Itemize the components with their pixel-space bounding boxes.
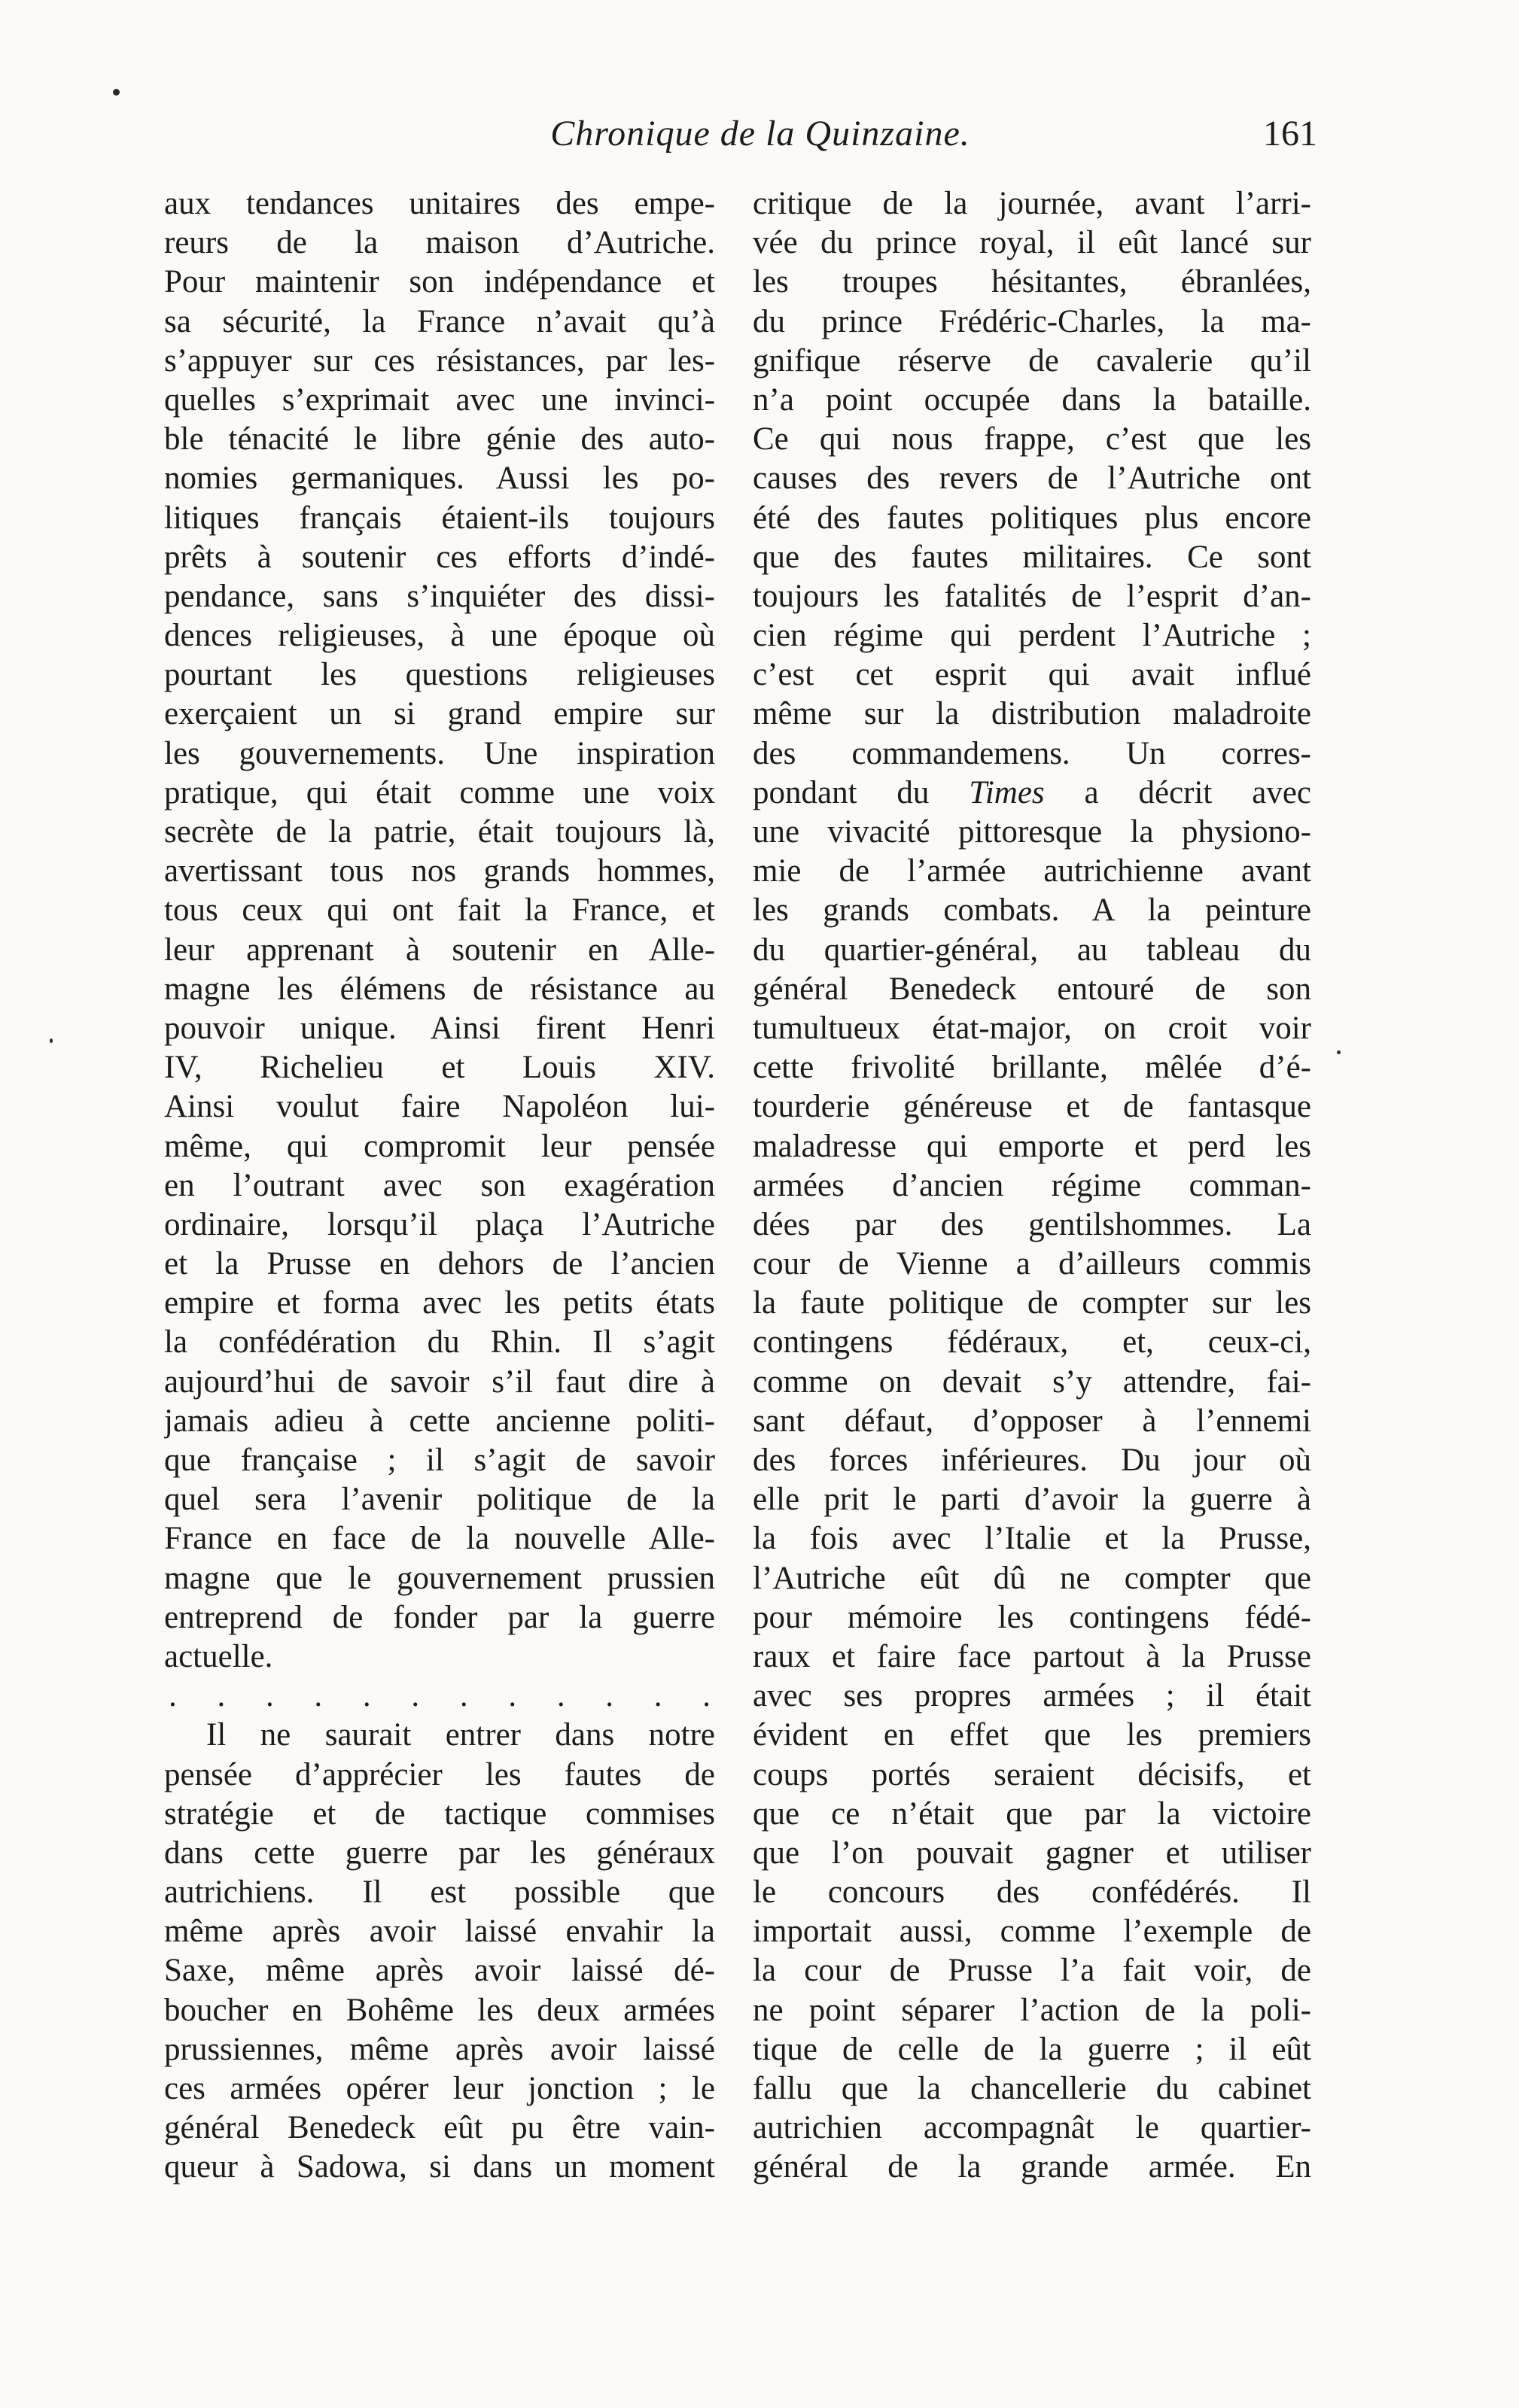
text-line: avec ses propres armées ; il était — [753, 1678, 1311, 1714]
text-line: coups portés seraient décisifs, et — [753, 1756, 1311, 1792]
text-line: vée du prince royal, il eût lancé sur — [753, 225, 1311, 261]
text-line: boucher en Bohême les deux armées — [164, 1992, 715, 2028]
paragraph-1 — [164, 184, 715, 1677]
text-line: aux tendances unitaires des empe- — [164, 186, 715, 221]
text-line: Il ne saurait entrer dans notre — [206, 1717, 715, 1753]
text-line: la fois avec l’Italie et la Prusse, — [753, 1521, 1311, 1557]
text-line: autrichiens. Il est possible que — [164, 1874, 715, 1911]
text-line: évident en effet que les premiers — [753, 1717, 1311, 1753]
text-line: tique de celle de la guerre ; il eût — [753, 2031, 1311, 2067]
text-line: entreprend de fonder par la guerre — [164, 1599, 715, 1635]
text-line: jamais adieu à cette ancienne politi- — [164, 1403, 715, 1439]
text-line: et la Prusse en dehors de l’ancien — [164, 1246, 715, 1282]
text-line: queur à Sadowa, si dans un moment — [164, 2149, 715, 2185]
text-line: cour de Vienne a d’ailleurs commis — [753, 1246, 1311, 1282]
text-line: tous ceux qui ont fait la France, et — [164, 892, 715, 929]
text-line: aujourd’hui de savoir s’il faut dire à — [164, 1364, 715, 1400]
text-line: la confédération du Rhin. Il s’agit — [164, 1324, 715, 1361]
text-line: du prince Frédéric-Charles, la ma- — [753, 303, 1311, 339]
text-line: c’est cet esprit qui avait influé — [753, 657, 1311, 693]
text-line: tourderie généreuse et de fantasque — [753, 1089, 1311, 1125]
text-line: ne point séparer l’action de la poli- — [753, 1992, 1311, 2028]
text-line: Ce qui nous frappe, c’est que les — [753, 421, 1311, 458]
text-line: la cour de Prusse l’a fait voir, de — [753, 1953, 1311, 1989]
text-line: actuelle. — [164, 1638, 273, 1674]
text-line: n’a point occupée dans la bataille. — [753, 382, 1311, 418]
text-line: France en face de la nouvelle Alle- — [164, 1521, 715, 1557]
text-line: que des fautes militaires. Ce sont — [753, 539, 1311, 575]
text-line: pensée d’apprécier les fautes de — [164, 1756, 715, 1792]
text-line: Saxe, même après avoir laissé dé- — [164, 1953, 715, 1989]
text-line: critique de la journée, avant l’arri- — [753, 186, 1311, 221]
text-line: des commandemens. Un corres- — [753, 735, 1311, 771]
text-line: les gouvernements. Une inspiration — [164, 735, 715, 771]
text-line: dans cette guerre par les généraux — [164, 1835, 715, 1871]
paragraph-2 — [164, 1716, 715, 2187]
text-line: pourtant les questions religieuses — [164, 657, 715, 693]
text-line: Pour maintenir son indépendance et — [164, 264, 715, 300]
scan-speck-left-margin — [50, 1038, 53, 1043]
text-line: quelles s’exprimait avec une invinci- — [164, 382, 715, 418]
text-line: sant défaut, d’opposer à l’ennemi — [753, 1403, 1311, 1439]
text-line: secrète de la patrie, était toujours là, — [164, 814, 715, 850]
text-line: le concours des confédérés. Il — [753, 1874, 1311, 1911]
text-line: pouvoir unique. Ainsi firent Henri — [164, 1010, 715, 1046]
text-line: les grands combats. A la peinture — [753, 892, 1311, 929]
text-line: l’Autriche eût dû ne compter que — [753, 1560, 1311, 1596]
text-line: autrichien accompagnât le quartier- — [753, 2110, 1311, 2146]
text-line: prêts à soutenir ces efforts d’indé- — [164, 539, 715, 575]
text-line: stratégie et de tactique commises — [164, 1795, 715, 1832]
text-line: leur apprenant à soutenir en Alle- — [164, 932, 715, 968]
text-line: maladresse qui emporte et perd les — [753, 1128, 1311, 1164]
text-line: une vivacité pittoresque la physiono- — [753, 814, 1311, 850]
text-line: pondant du Times a décrit avec — [753, 774, 1311, 810]
running-title: Chronique de la Quinzaine. — [550, 114, 970, 154]
text-line: reurs de la maison d’Autriche. — [164, 225, 715, 261]
text-line: importait aussi, comme l’exemple de — [753, 1914, 1311, 1950]
text-line: contingens fédéraux, et, ceux-ci, — [753, 1324, 1311, 1361]
text-line: des forces inférieures. Du jour où — [753, 1443, 1311, 1478]
text-line: empire et forma avec les petits états — [164, 1285, 715, 1321]
text-line: Ainsi voulut faire Napoléon lui- — [164, 1089, 715, 1125]
text-line: que française ; il s’agit de savoir — [164, 1443, 715, 1478]
text-line: magne les élémens de résistance au — [164, 971, 715, 1007]
text-line: que l’on pouvait gagner et utiliser — [753, 1835, 1311, 1871]
left-column — [164, 184, 715, 2188]
text-line: général de la grande armée. En — [753, 2149, 1311, 2185]
text-line: tumultueux état-major, on croit voir — [753, 1010, 1311, 1046]
scan-speck-right-margin — [1337, 1050, 1341, 1054]
text-line: sa sécurité, la France n’avait qu’à — [164, 303, 715, 339]
right-column — [753, 184, 1311, 2188]
text-line: en l’outrant avec son exagération — [164, 1167, 715, 1203]
text-line: été des fautes politiques plus encore — [753, 500, 1311, 536]
text-line: ble ténacité le libre génie des auto- — [164, 421, 715, 458]
text-line: ces armées opérer leur jonction ; le — [164, 2071, 715, 2106]
text-line: fallu que la chancellerie du cabinet — [753, 2071, 1311, 2106]
newspaper-title: Times — [969, 774, 1045, 810]
text-line: mie de l’armée autrichienne avant — [753, 853, 1311, 889]
page-number: 161 — [1263, 114, 1317, 154]
text-line: du quartier-général, au tableau du — [753, 932, 1311, 968]
text-line: dées par des gentilshommes. La — [753, 1206, 1311, 1242]
text-line: général Benedeck eût pu être vain- — [164, 2110, 715, 2146]
text-line: cien régime qui perdent l’Autriche ; — [753, 618, 1311, 654]
text-line: magne que le gouvernement prussien — [164, 1560, 715, 1596]
text-line: elle prit le parti d’avoir la guerre à — [753, 1482, 1311, 1518]
text-line: dences religieuses, à une époque où — [164, 618, 715, 654]
text-line: s’appuyer sur ces résistances, par les- — [164, 342, 715, 379]
text-line: exerçaient un si grand empire sur — [164, 696, 715, 732]
text-line: raux et faire face partout à la Prusse — [753, 1638, 1311, 1674]
text-line: la faute politique de compter sur les — [753, 1285, 1311, 1321]
text-line: pratique, qui était comme une voix — [164, 774, 715, 810]
text-line: cette frivolité brillante, mêlée d’é- — [753, 1050, 1311, 1086]
text-line: que ce n’était que par la victoire — [753, 1795, 1311, 1832]
text-line: armées d’ancien régime comman- — [753, 1167, 1311, 1203]
scan-speck-top-left — [113, 89, 120, 96]
text-line: comme on devait s’y attendre, fai- — [753, 1364, 1311, 1400]
text-line: toujours les fatalités de l’esprit d’an- — [753, 578, 1311, 614]
text-line: général Benedeck entouré de son — [753, 971, 1311, 1007]
text-line: même sur la distribution maladroite — [753, 696, 1311, 732]
text-line: pendance, sans s’inquiéter des dissi- — [164, 578, 715, 614]
text-line: même, qui compromit leur pensée — [164, 1128, 715, 1164]
text-line: prussiennes, même après avoir laissé — [164, 2031, 715, 2067]
text-line: ordinaire, lorsqu’il plaça l’Autriche — [164, 1206, 715, 1242]
text-line: litiques français étaient-ils toujours — [164, 500, 715, 536]
text-line: même après avoir laissé envahir la — [164, 1914, 715, 1950]
text-line: IV, Richelieu et Louis XIV. — [164, 1050, 715, 1086]
text-line: avertissant tous nos grands hommes, — [164, 853, 715, 889]
text-line: les troupes hésitantes, ébranlées, — [753, 264, 1311, 300]
section-separator: . . . . . . . . . . . . — [169, 1678, 711, 1714]
text-line: gnifique réserve de cavalerie qu’il — [753, 342, 1311, 379]
text-line: nomies germaniques. Aussi les po- — [164, 461, 715, 497]
text-line: pour mémoire les contingens fédé- — [753, 1599, 1311, 1635]
text-line: quel sera l’avenir politique de la — [164, 1482, 715, 1518]
text-line: causes des revers de l’Autriche ont — [753, 461, 1311, 497]
